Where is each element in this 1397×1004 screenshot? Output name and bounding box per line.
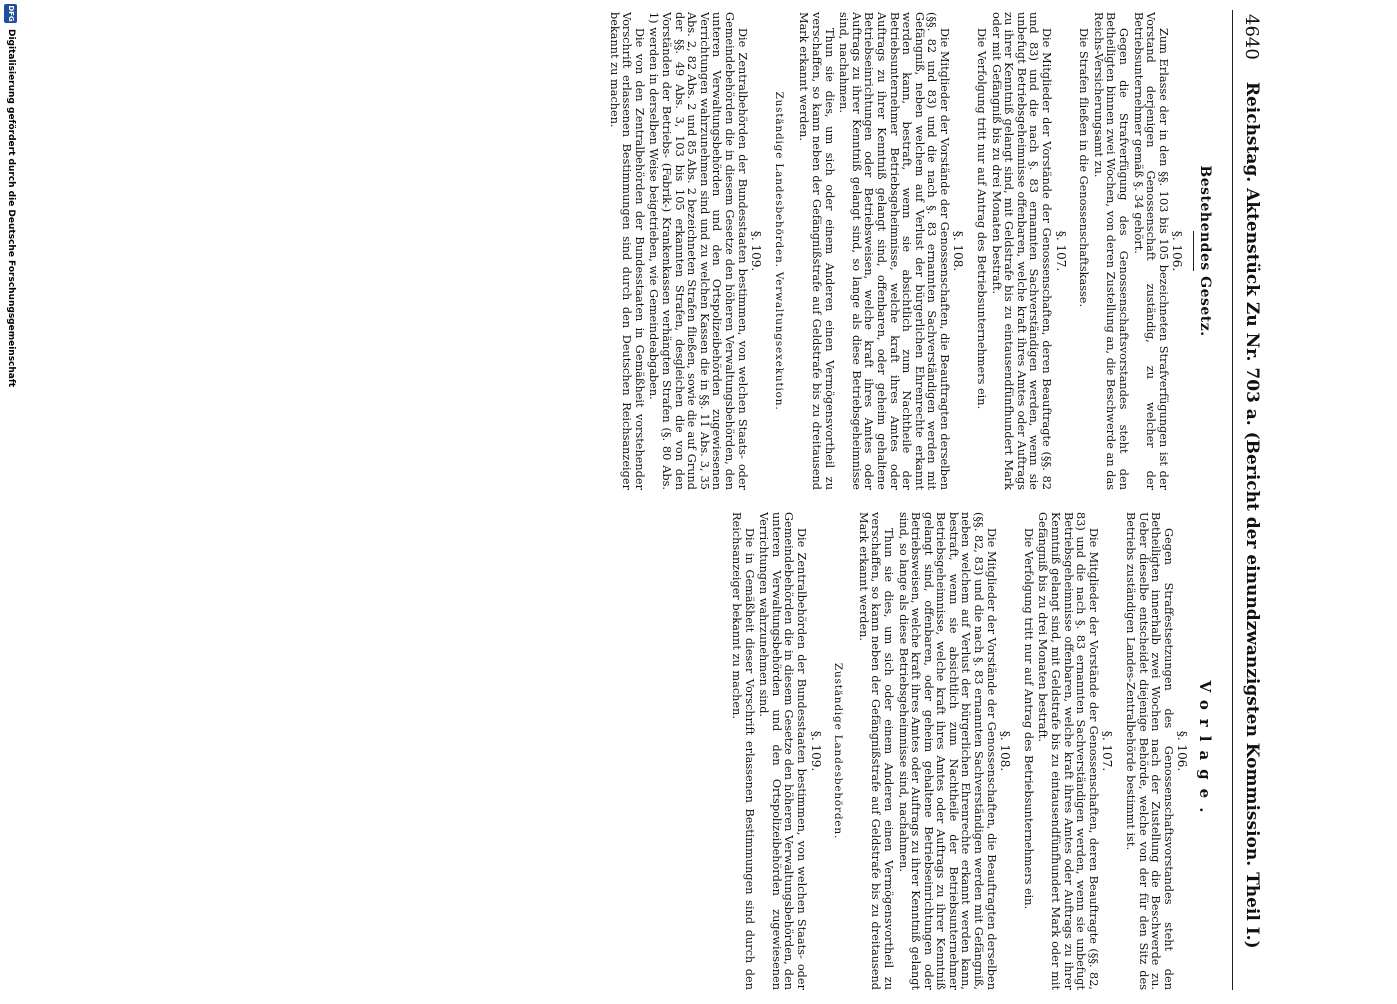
section-subtitle: Zuständige Landesbehörden. [832,662,845,840]
paragraph: Gegen Straffestsetzungen des Genossenschaftsvorstandes steht den Betheiligten innerhalb zwei Wochen nach der Zustellung die Beschwerde zu. Ueber dieselbe entscheidet diejenige Behörde, welche von der für den Sitz des Betriebs zuständigen Landes-Zentralbehörde bestimmt ist. [1124,512,1175,990]
paragraph: Zum Erlasse der in den §§. 103 bis 105 bezeichneten Strafverfügungen ist der Vorstand derjenigen Genossenschaft zuständig, zu welcher der Betriebsunternehmer gemäß §. 34 gehört. [1131,12,1170,490]
paragraph: Die Mitglieder der Vorstände der Genossenschaften, deren Beauftragte (§§. 82 und 83) und die nach §. 83 ernannten Sachverständigen werden, wenn sie unbefugt Betriebsgeheimnisse offenbaren, welche kraft ihres Amtes oder Auftrags zu ihrer Kenntniß gelangt sind, mit Geldstrafe bis zu eintausendfünfhundert Mark oder mit Gefängniß bis zu drei Monaten bestraft. [989,12,1054,490]
column-heading: Bestehendes Gesetz. [1197,165,1213,337]
header-rule [1232,10,1233,990]
paragraph: Thun sie dies, um sich oder einem Anderen einen Vermögensvortheil zu verschaffen, so kann neben der Gefängnißstrafe auf Geldstrafe bis zu dreitausend Mark erkannt werden. [856,512,895,990]
paragraph: Thun sie dies, um sich oder einem Anderen einen Vermögensvortheil zu verschaffen, so kann neben der Gefängnißstrafe auf Geldstrafe bis zu dreitausend Mark erkannt werden. [797,12,836,490]
section-number: §. 107. [1053,230,1068,272]
paragraph: Die Verfolgung tritt nur auf Antrag des Betriebsunternehmers ein. [1021,528,1035,910]
column-proposal [165,512,1225,990]
digitization-credit [0,0,22,1004]
column-heading: Vorlage. [1196,680,1214,822]
section-number: §. 109. [808,730,823,772]
page-title: Reichstag. Aktenstück Zu Nr. 703 a. (Bericht der einundzwanzigsten Kommission. Theil I.) [1242,81,1262,949]
credit-text: Digitalisierung gefördert durch die Deutsche Forschungsgemeinschaft [6,29,16,388]
page-number: 4640 [1241,14,1263,60]
page-header [1237,14,1267,994]
paragraph: Die Mitglieder der Vorstände der Genossenschaften, die Beauftragten derselben (§§. 82, 83) und die nach §. 83 ernannten Sachverständigen werden mit Gefängniß, neben welchem auf Verlust der bürgerlichen Ehrenrechte erkannt werden kann, bestraft, wenn sie absichtlich zum Nachtheile der Betriebsunternehmer Betriebsgeheimnisse, welche kraft ihres Amtes oder Auftrags zu ihrer Kenntniß gelangt sind, offenbaren, oder geheim gehaltene Betriebseinrichtungen oder Betriebsweisen, welche kraft ihres Amtes oder Auftrags zu ihrer Kenntniß gelangt sind, so lange als diese Betriebsgeheimnisse sind, nachahmen. [896,512,998,990]
paragraph: Die Zentralbehörden der Bundesstaaten bestimmen, von welchen Staats- oder Gemeindebehörden die in diesem Gesetze den höheren Verwaltungsbehörden, den unteren Verwaltungsbehörden und den Ortspolizeibehörden zugewiesenen Verrichtungen wahrzunehmen sind und zu welchen Kassen die in §§. 11 Abs. 3, 35 Abs. 2, 82 Abs. 2 und 85 Abs. 2 bezeichneten Strafen fließen, sowie die auf Grund der §§. 49 Abs. 3, 103 bis 105 erkannten Strafen, desgleichen die von den Vorständen der Betriebs- (Fabrik-) Krankenkassen verhängten Strafen (§. 80 Abs. 1) werden in derselben Weise beigetrieben, wie Gemeindeabgaben. [647,12,749,490]
paragraph: Die von den Zentralbehörden der Bundesstaaten in Gemäßheit vorstehender Vorschrift erlassenen Bestimmungen sind durch den Deutschen Reichsanzeiger bekannt zu machen. [607,12,646,490]
dfg-logo-icon: DFG [5,4,18,23]
paragraph: Die Strafen fließen in die Genossenschaftskasse. [1077,28,1091,308]
paragraph: Die Zentralbehörden der Bundesstaaten bestimmen, von welchen Staats- oder Gemeindebehörden die in diesem Gesetze den höheren Verwaltungsbehörden, den unteren Verwaltungsbehörden und den Ortspolizeibehörden zugewiesenen Verrichtungen wahrzunehmen sind. [757,512,808,990]
section-number: §. 107. [1100,730,1115,772]
section-subtitle: Zuständige Landesbehörden. Verwaltungsexekution. [772,91,785,411]
column-existing-law [165,12,1225,490]
paragraph: Die Mitglieder der Vorstände der Genossenschaften, die Beauftragten derselben (§§. 82 und 83) und die nach §. 83 ernannten Sachverständigen werden mit Gefängniß, neben welchem auf Verlust der bürgerlichen Ehrenrechte erkannt werden kann, bestraft, wenn sie absichtlich zum Nachtheile der Betriebsunternehmer Betriebsgeheimnisse, welche kraft ihres Amtes oder Auftrags zu ihrer Kenntniß gelangt sind, offenbaren, oder geheim gehaltene Betriebseinrichtungen oder Betriebsweisen, welche kraft ihres Amtes oder Auftrags zu ihrer Kenntniß gelangt sind, so lange als diese Betriebsgeheimnisse sind, nachahmen. [837,12,951,490]
paragraph: Die Mitglieder der Vorstände der Genossenschaften, deren Beauftragte (§§. 82, 83) und die nach §. 83 ernannten Sachverständigen werden, wenn sie unbefugt Betriebsgeheimnisse offenbaren, welche kraft ihres Amtes oder Auftrags zu ihrer Kenntniß gelangt sind, mit Geldstrafe bis zu eintausendfünfhundert Mark oder mit Gefängniß bis zu drei Monaten bestraft. [1036,512,1100,990]
heading-rule [1193,231,1194,271]
paragraph: Die in Gemäßheit dieser Vorschrift erlassenen Bestimmungen sind durch den Reichsanzeiger bekannt zu machen. [730,512,756,990]
section-number: §. 108. [951,230,966,272]
section-number: §. 109. [749,230,764,272]
paragraph: Gegen die Strafverfügung des Genossenschaftsvorstandes steht den Betheiligten binnen zwei Wochen, von deren Zustellung an, die Beschwerde an das Reichs-Versicherungsamt zu. [1091,12,1131,490]
paragraph: Die Verfolgung tritt nur auf Antrag des Betriebsunternehmers ein. [975,28,989,410]
section-number: §. 108. [998,730,1013,772]
section-number: §. 106. [1175,730,1190,772]
section-number: §. 106. [1170,230,1185,272]
